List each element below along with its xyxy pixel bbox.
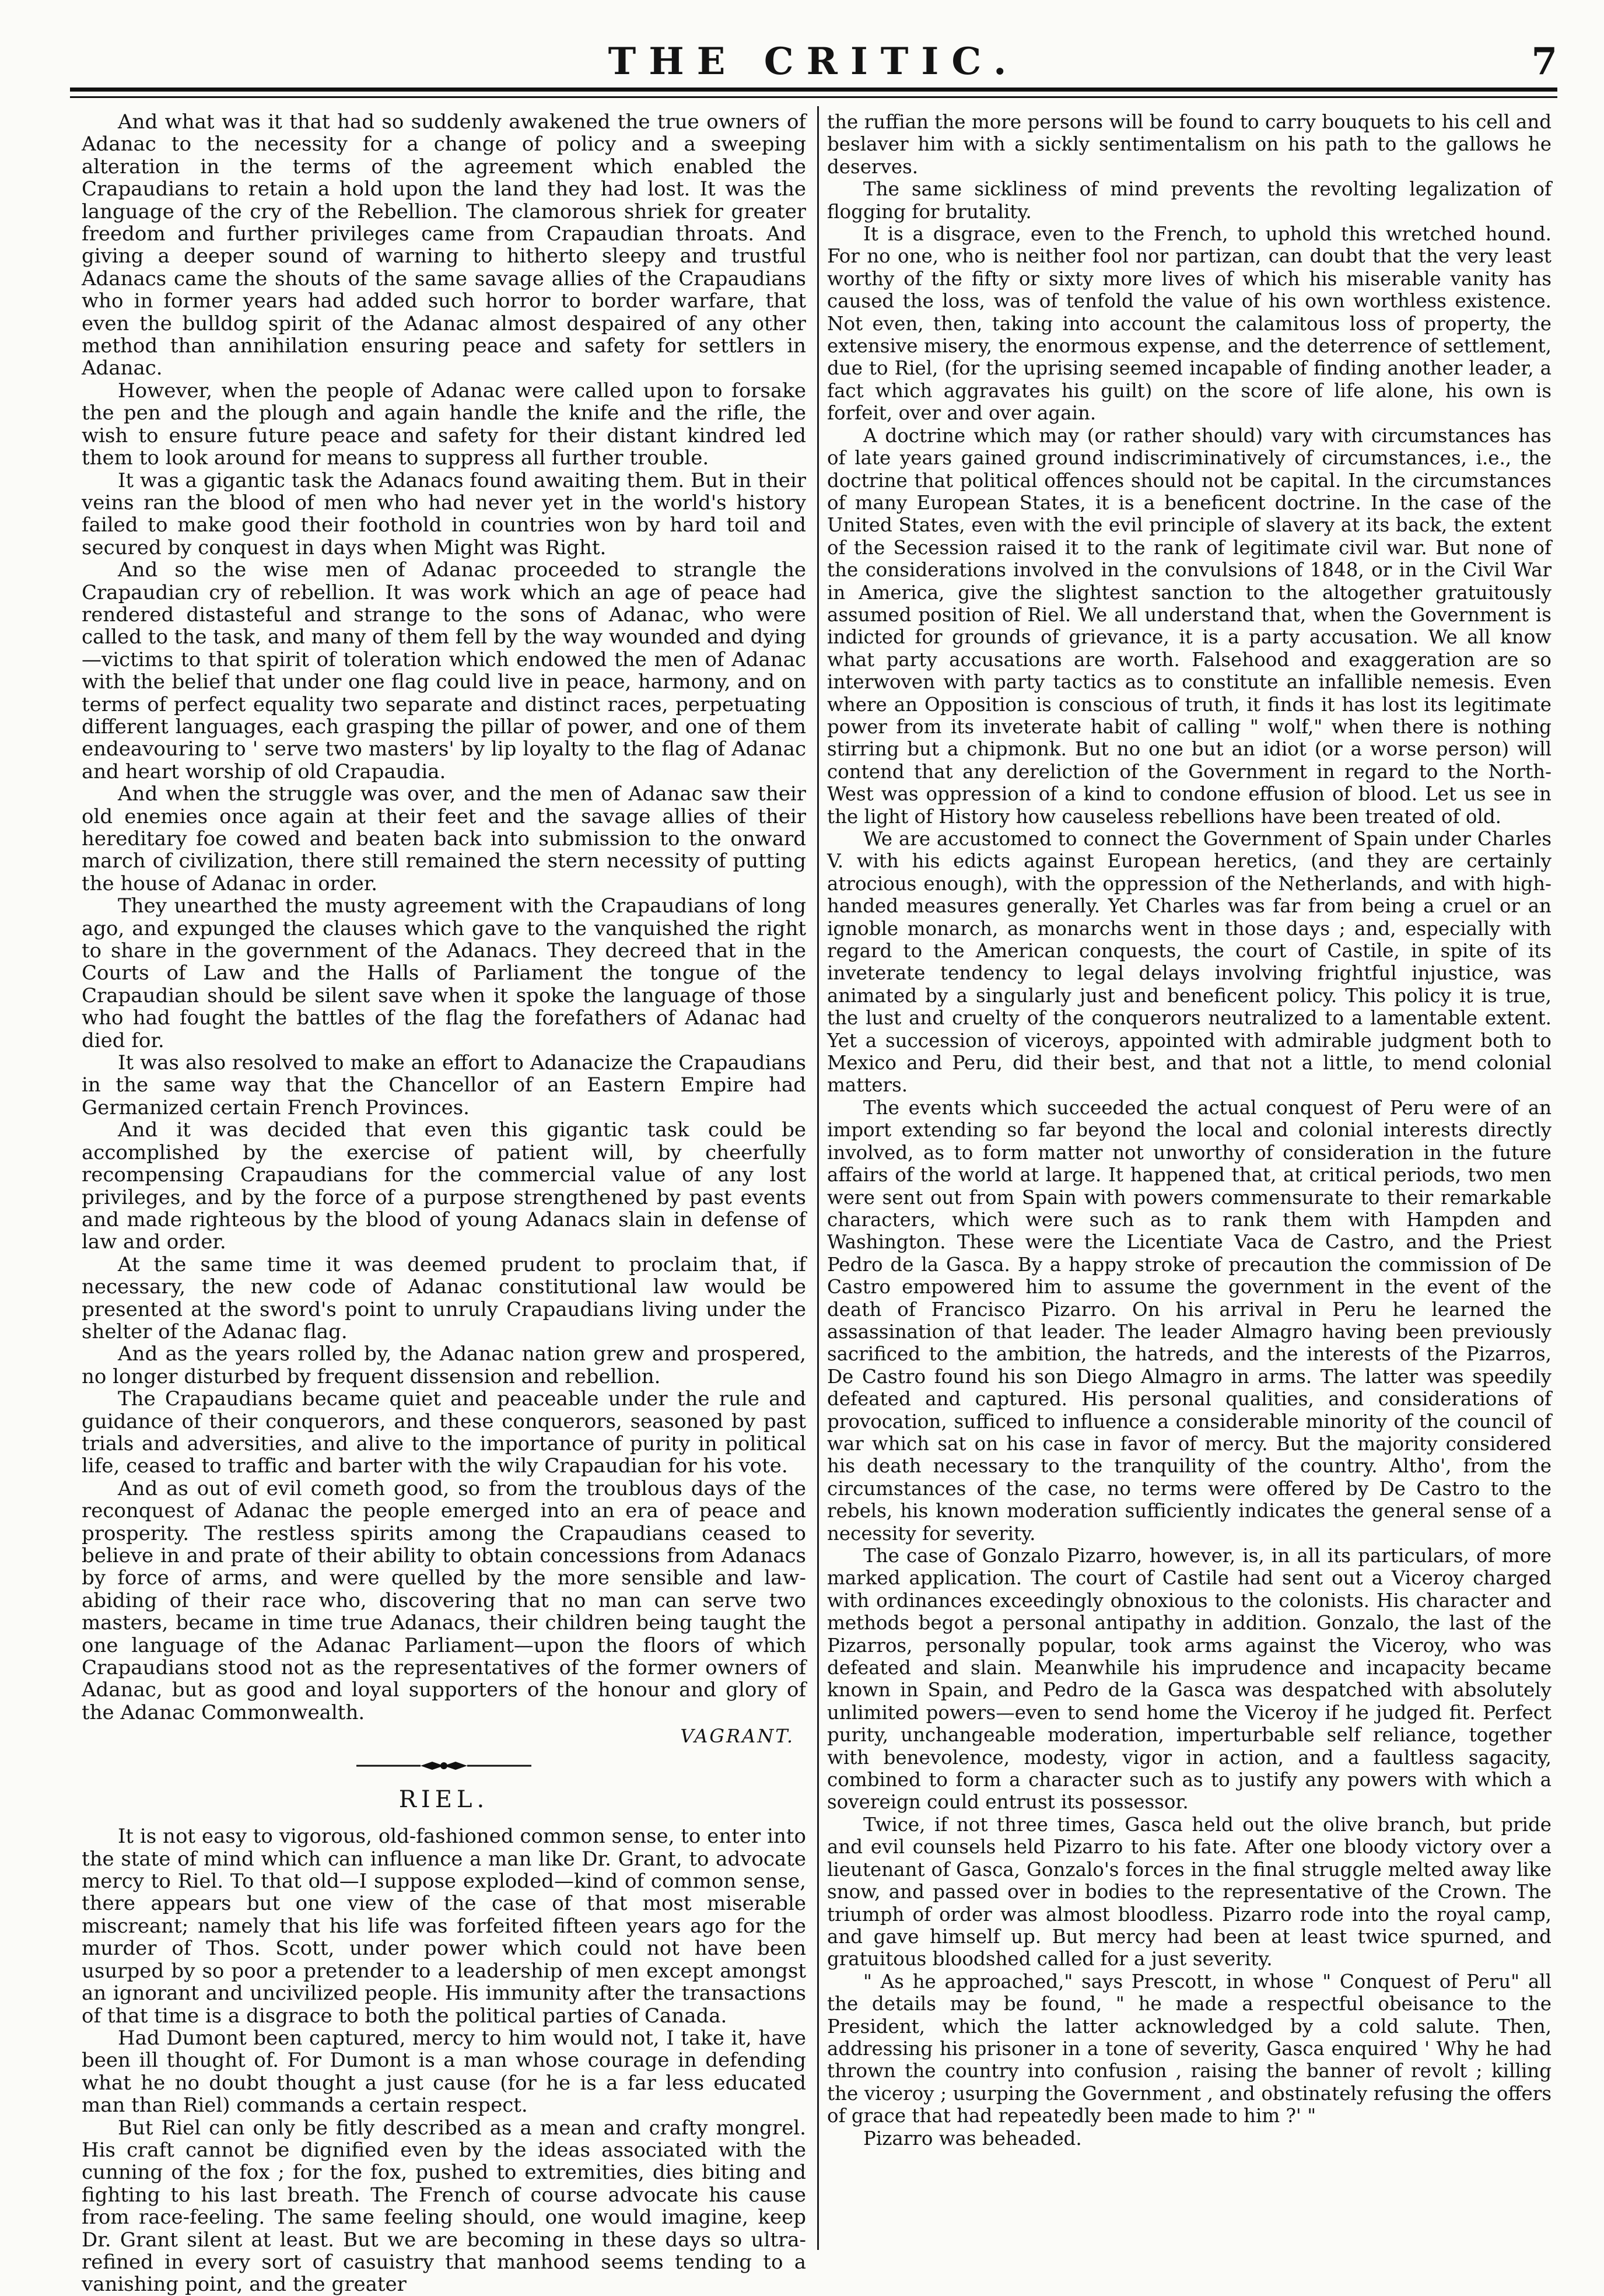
article-paragraph: But Riel can only be fitly described as a mean and crafty mongrel. His craft cannot be dignified even by the ideas associated with the cunning of the fox ; for the fox, pushed to extremities, dies biting and fighting to his last breath. The French of course advocate his cause from race-feeling. The same feeling should, one would imagine, keep Dr. Grant silent at least. But we are becoming in these days so ultra-refined in every sort of casuistry that manhood seems tending to a vanishing point, and the greater <box>82 2116 806 2296</box>
article-paragraph: And it was decided that even this gigantic task could be accomplished by the exercise of patient will, by cheerfully recompensing Crapaudians for the commercial value of any lost privileges, and by the force of a purpose strengthened by past events and made righteous by the blood of young Adanacs slain in defense of law and order. <box>82 1118 806 1254</box>
article-paragraph: Pizarro was beheaded. <box>863 2127 1082 2150</box>
article-paragraph: And what was it that had so suddenly awakened the true owners of Adanac to the necessity for a change of policy and a sweeping alteration in the terms of the agreement which enabled the Crapaudians to retain a hold upon the land they had lost. It was the language of the cry of the Rebellion. The clamorous shriek for greater freedom and further privileges came from Crapaudian throats. And giving a deeper sound of warning to hitherto sleepy and trustful Adanacs came the shouts of the same savage allies of the Crapaudians who in former years had added such horror to border warfare, that even the bulldog spirit of the Adanac almost despaired of any other method than annihilation ensuring peace and safety for settlers in Adanac. <box>82 110 806 380</box>
page-number: 7 <box>1531 40 1557 83</box>
article-paragraph: However, when the people of Adanac were called upon to forsake the pen and the plough and again handle the knife and the rifle, the wish to ensure future peace and safety for their distant kindred led them to look around for means to suppress all further trouble. <box>82 379 806 470</box>
article-paragraph: At the same time it was deemed prudent to proclaim that, if necessary, the new code of Adanac constitutional law would be presented at the sword's point to unruly Crapaudians living under the shelter of the Adanac flag. <box>82 1252 806 1343</box>
article-paragraph: They unearthed the musty agreement with the Crapaudians of long ago, and expunged the clauses which gave to the vanquished the right to share in the government of the Adanacs. They decreed that in the Courts of Law and the Halls of Parliament the tongue of the Crapaudian should be silent save when it spoke the language of those who had fought the battles of the flag the forefathers of Adanac had died for. <box>82 894 806 1052</box>
article-paragraph: The events which succeeded the actual conquest of Peru were of an import extending so far beyond the local and colonial interests directly involved, as to form matter not unworthy of consideration in the future affairs of the world at large. It happened that, at critical periods, two men were sent out from Spain with powers commensurate to their remarkable characters, which were such as to rank them with Hampden and Washington. These were the Licentiate Vaca de Castro, and the Priest Pedro de la Gasca. By a happy stroke of precaution the commission of De Castro empowered him to assume the government in the event of the death of Francisco Pizarro. On his arrival in Peru he learned the assassination of that leader. The leader Almagro having been previously sacrificed to the ambition, the hatreds, and the interests of the Pizarros, De Castro found his son Diego Almagro in arms. The latter was speedily defeated and captured. His personal qualities, and considerations of provocation, sufficed to influence a considerable minority of the council of war which sat on his case in favor of mercy. But the majority considered his death necessary to the tranquility of the country. Altho', from the circumstances of the case, no terms were offered by De Castro to the rebels, his known moderation sufficiently indicates the general sense of a necessity for severity. <box>827 1096 1552 1545</box>
article-paragraph: It is a disgrace, even to the French, to uphold this wretched hound. For no one, who is neither fool nor partizan, can doubt that the very least worthy of the fifty or sixty more lives of which his miserable vanity has caused the loss, was of tenfold the value of his own worthless existence. Not even, then, taking into account the calamitous loss of property, the extensive misery, the enormous expense, and the deterrence of settlement, due to Riel, (for the uprising seemed incapable of finding another leader, a fact which aggravates his guilt) on the score of life alone, his own is forfeit, over and over again. <box>827 223 1552 425</box>
left-column <box>82 111 806 2296</box>
header-rule-thin <box>70 96 1557 98</box>
article-paragraph: The Crapaudians became quiet and peaceable under the rule and guidance of their conquerors, and these conquerors, seasoned by past trials and adversities, and alive to the importance of purity in political life, ceased to traffic and barter with the wily Crapaudian for his vote. <box>82 1387 806 1478</box>
article-paragraph: It is not easy to vigorous, old-fashioned common sense, to enter into the state of mind which can influence a man like Dr. Grant, to advocate mercy to Riel. To that old—I suppose exploded—kind of common sense, there appears but one view of the case of that most miserable miscreant; namely that his life was forfeited fifteen years ago for the murder of Thos. Scott, under power which could not have been usurped by so poor a pretender to a leadership of men except amongst an ignorant and uncivilized people. His immunity after the transactions of that time is a disgrace to both the political parties of Canada. <box>82 1825 806 2028</box>
article-paragraph: The same sickliness of mind prevents the revolting legalization of flogging for brutality. <box>827 178 1552 223</box>
ornament-rule-icon <box>356 1760 531 1772</box>
column-divider <box>817 106 819 2250</box>
page-header <box>70 29 1557 88</box>
article-paragraph: And as out of evil cometh good, so from the troublous days of the reconquest of Adanac the people emerged into an era of peace and prosperity. The restless spirits among the Crapaudians ceased to believe in and prate of their ability to obtain concessions from Adanacs by force of arms, and were quelled by the more sensible and law-abiding of their race who, discovering that no man can serve two masters, became in time true Adanacs, their children being taught the one language of the Adanac Parliament—upon the floors of which Crapaudians stood not as the representatives of the former owners of Adanac, but as good and loyal supporters of the honour and glory of the Adanac Commonwealth. <box>82 1476 806 1724</box>
article-paragraph: And as the years rolled by, the Adanac nation grew and prospered, no longer disturbed by frequent dissension and rebellion. <box>82 1342 806 1388</box>
article-paragraph: A doctrine which may (or rather should) vary with circumstances has of late years gained ground indiscriminatively of circumstances, i.e., the doctrine that political offences should not be capital. In the circumstances of many European States, it is a beneficent doctrine. In the case of the United States, even with the evil principle of slavery at its back, the extent of the Secession raised it to the rank of legitimate civil war. But none of the considerations involved in the convulsions of 1848, or in the Civil War in America, give the slightest sanction to the altogether gratuitously assumed position of Riel. We all understand that, when the Government is indicted for grounds of grievance, it is a party accusation. We all know what party accusations are worth. Falsehood and exaggeration are so interwoven with party tactics as to constitute an infallible nemesis. Even where an Opposition is conscious of truth, it finds it has lost its legitimate power from its inveterate habit of calling " wolf," when there is nothing stirring but a chipmonk. But no one but an idiot (or a worse person) will contend that any dereliction of the Government in regard to the North-West was oppression of a kind to condone effusion of blood. Let us see in the light of History how causeless rebellions have been treated of old. <box>827 424 1552 828</box>
author-signature: VAGRANT. <box>680 1725 794 1748</box>
right-column <box>827 111 1552 2150</box>
article-paragraph: It was also resolved to make an effort to Adanacize the Crapaudians in the same way that the Chancellor of an Eastern Empire had Germanized certain French Provinces. <box>82 1051 806 1119</box>
article-paragraph: We are accustomed to connect the Government of Spain under Charles V. with his edicts against European heretics, (and they are certainly atrocious enough), with the oppression of the Netherlands, and with high-handed measures generally. Yet Charles was far from being a cruel or an ignoble monarch, as monarchs went in those days ; and, especially with regard to the American conquests, the court of Castile, in spite of its inveterate tendency to legal delays involving frightful injustice, was animated by a singularly just and beneficent policy. This policy it is true, the lust and cruelty of the conquerors neutralized to a lamentable extent. Yet a succession of viceroys, appointed with admirable judgment both to Mexico and Peru, did their best, and that not a little, to mend colonial matters. <box>827 828 1552 1097</box>
article-paragraph: Had Dumont been captured, mercy to him would not, I take it, have been ill thought of. For Dumont is a man whose courage in defending what he no doubt thought a just cause (for he is a far less educated man than Riel) commands a certain respect. <box>82 2026 806 2118</box>
masthead: THE CRITIC. <box>608 40 1020 83</box>
section-ornament <box>82 1760 806 1774</box>
article-paragraph: Twice, if not three times, Gasca held out the olive branch, but pride and evil counsels held Pizarro to his fate. After one bloody victory over a lieutenant of Gasca, Gonzalo's forces in the final struggle melted away like snow, and passed over in bodies to the representative of the Crown. The triumph of order was almost bloodless. Pizarro rode into the royal camp, and gave himself up. But mercy had been at least twice spurned, and gratuitous bloodshed called for a just severity. <box>827 1813 1552 1971</box>
article-paragraph: And when the struggle was over, and the men of Adanac saw their old enemies once again at their feet and the savage allies of their hereditary foe cowed and beaten back into submission to the onward march of civilization, there still remained the stern necessity of putting the house of Adanac in order. <box>82 782 806 895</box>
article-paragraph: The case of Gonzalo Pizarro, however, is, in all its particulars, of more marked application. The court of Castile had sent out a Viceroy charged with ordinances exceedingly obnoxious to the colonists. His character and methods begot a personal antipathy in addition. Gonzalo, the last of the Pizarros, personally popular, took arms against the Viceroy, who was defeated and slain. Meanwhile his imprudence and incapacity became known in Spain, and Pedro de la Gasca was despatched with absolutely unlimited powers—even to send home the Viceroy if he judged fit. Perfect purity, unchangeable moderation, imperturbable self reliance, together with benevolence, modesty, vigor in action, and a faultless sagacity, combined to form a character such as to justify any powers with which a sovereign could entrust its possessor. <box>827 1545 1552 1814</box>
article-paragraph: It was a gigantic task the Adanacs found awaiting them. But in their veins ran the blood of men who had never yet in the world's history failed to make good their foothold in countries won by hard toil and secured by conquest in days when Might was Right. <box>82 468 806 559</box>
header-rule-thick <box>70 88 1557 92</box>
article-title-riel: RIEL. <box>398 1786 489 1814</box>
quotation-paragraph: " As he approached," says Prescott, in whose " Conquest of Peru" all the details may be found, " he made a respectful obeisance to the President, which the latter acknowledged by a cold salute. Then, addressing his prisoner in a tone of severity, Gasca enquired ' Why he had thrown the country into confusion , raising the banner of revolt ; killing the viceroy ; usurping the Government , and obstinately refusing the offers of grace that had repeatedly been made to him ?' " <box>827 1970 1552 2127</box>
article-paragraph: And so the wise men of Adanac proceeded to strangle the Crapaudian cry of rebellion. It was work which an age of peace had rendered distasteful and strange to the sons of Adanac, who were called to the task, and many of them fell by the way wounded and dying—victims to that spirit of toleration which endowed the men of Adanac with the belief that under one flag could live in peace, harmony, and on terms of perfect equality two separate and distinct races, perpetuating different languages, each grasping the pillar of power, and one of them endeavouring to ' serve two masters' by lip loyalty to the flag of Adanac and heart worship of old Crapaudia. <box>82 558 806 783</box>
article-paragraph-continued: the ruffian the more persons will be found to carry bouquets to his cell and beslaver him with a sickly sentimentalism on his path to the gallows he deserves. <box>827 111 1552 178</box>
